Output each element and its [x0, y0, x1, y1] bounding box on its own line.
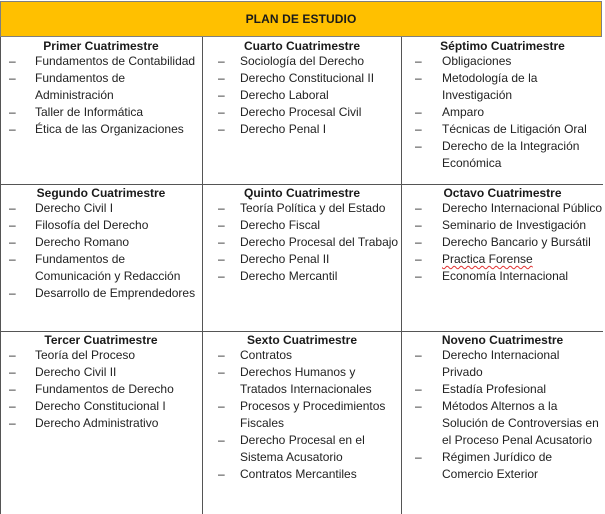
quarter-cell-3	[0, 333, 202, 432]
course-item: – Derecho Constitucional II	[203, 70, 401, 87]
course-item: – Fundamentos de Derecho	[0, 381, 202, 398]
quarter-cell-5	[203, 186, 401, 285]
course-item: – Derecho Penal I	[203, 121, 401, 138]
course-item: – Fundamentos de Comunicación y Redacción	[0, 251, 202, 285]
course-list	[0, 53, 202, 138]
course-list	[0, 347, 202, 432]
quarter-title: Tercer Cuatrimestre	[44, 333, 158, 347]
quarters-grid	[0, 37, 603, 514]
course-list	[203, 53, 401, 138]
course-item: – Estadía Profesional	[402, 381, 603, 398]
course-item: – Derecho Constitucional I	[0, 398, 202, 415]
quarter-cell-6	[203, 333, 401, 483]
course-item: – Métodos Alternos a la Solución de Controversias en el Proceso Penal Acusatorio	[402, 398, 603, 449]
course-item: – Derecho Procesal del Trabajo	[203, 234, 401, 251]
course-item: – Fundamentos de Administración	[0, 70, 202, 104]
course-item: – Derecho Penal II	[203, 251, 401, 268]
course-item: – Derecho Civil II	[0, 364, 202, 381]
course-item: – Metodología de la Investigación	[402, 70, 603, 104]
course-item: – Técnicas de Litigación Oral	[402, 121, 603, 138]
course-item: – Derechos Humanos y Tratados Internacionales	[203, 364, 401, 398]
course-item: – Taller de Informática	[0, 104, 202, 121]
course-item: – Contratos	[203, 347, 401, 364]
quarter-title: Segundo Cuatrimestre	[36, 186, 166, 200]
course-item: – Obligaciones	[402, 53, 603, 70]
quarter-title: Sexto Cuatrimestre	[246, 333, 358, 347]
course-item: – Amparo	[402, 104, 603, 121]
course-item: – Derecho Internacional Público	[402, 200, 603, 217]
course-item: – Economía Internacional	[402, 268, 603, 285]
course-list	[402, 53, 603, 172]
course-item-text: Practica Forense	[442, 252, 533, 266]
course-item: – Derecho Procesal en el Sistema Acusatorio	[203, 432, 401, 466]
quarter-cell-1	[0, 39, 202, 138]
table-title: PLAN DE ESTUDIO	[245, 12, 357, 26]
course-item: – Teoría Política y del Estado	[203, 200, 401, 217]
quarter-cell-4	[203, 39, 401, 138]
course-item: – Desarrollo de Emprendedores	[0, 285, 202, 302]
course-item: – Ética de las Organizaciones	[0, 121, 202, 138]
course-item	[402, 251, 603, 268]
quarter-title: Quinto Cuatrimestre	[243, 186, 360, 200]
course-item: – Sociología del Derecho	[203, 53, 401, 70]
course-list	[203, 200, 401, 285]
course-list	[402, 347, 603, 483]
quarter-title: Octavo Cuatrimestre	[443, 186, 562, 200]
course-item: – Derecho de la Integración Económica	[402, 138, 603, 172]
quarter-cell-7	[402, 39, 603, 172]
course-item: – Derecho Laboral	[203, 87, 401, 104]
grid-line	[0, 331, 603, 332]
course-list	[402, 200, 603, 285]
course-item: – Contratos Mercantiles	[203, 466, 401, 483]
course-item: – Fundamentos de Contabilidad	[0, 53, 202, 70]
quarter-title: Cuarto Cuatrimestre	[243, 39, 361, 53]
quarter-cell-2	[0, 186, 202, 302]
course-list	[0, 200, 202, 302]
course-item: – Derecho Administrativo	[0, 415, 202, 432]
quarter-cell-8	[402, 186, 603, 285]
table-header	[0, 1, 602, 37]
course-item: – Derecho Fiscal	[203, 217, 401, 234]
quarter-title: Séptimo Cuatrimestre	[440, 39, 565, 53]
course-item: – Seminario de Investigación	[402, 217, 603, 234]
course-item: – Régimen Jurídico de Comercio Exterior	[402, 449, 603, 483]
course-item: – Teoría del Proceso	[0, 347, 202, 364]
course-item: – Derecho Civil I	[0, 200, 202, 217]
course-item: – Derecho Procesal Civil	[203, 104, 401, 121]
course-item: – Filosofía del Derecho	[0, 217, 202, 234]
grid-line	[0, 184, 603, 185]
course-list	[203, 347, 401, 483]
course-item: – Derecho Romano	[0, 234, 202, 251]
quarter-cell-9	[402, 333, 603, 483]
quarter-title: Primer Cuatrimestre	[43, 39, 159, 53]
course-item: – Procesos y Procedimientos Fiscales	[203, 398, 401, 432]
quarter-title: Noveno Cuatrimestre	[441, 333, 564, 347]
course-item: – Derecho Bancario y Bursátil	[402, 234, 603, 251]
course-item: – Derecho Internacional Privado	[402, 347, 603, 381]
course-item: – Derecho Mercantil	[203, 268, 401, 285]
